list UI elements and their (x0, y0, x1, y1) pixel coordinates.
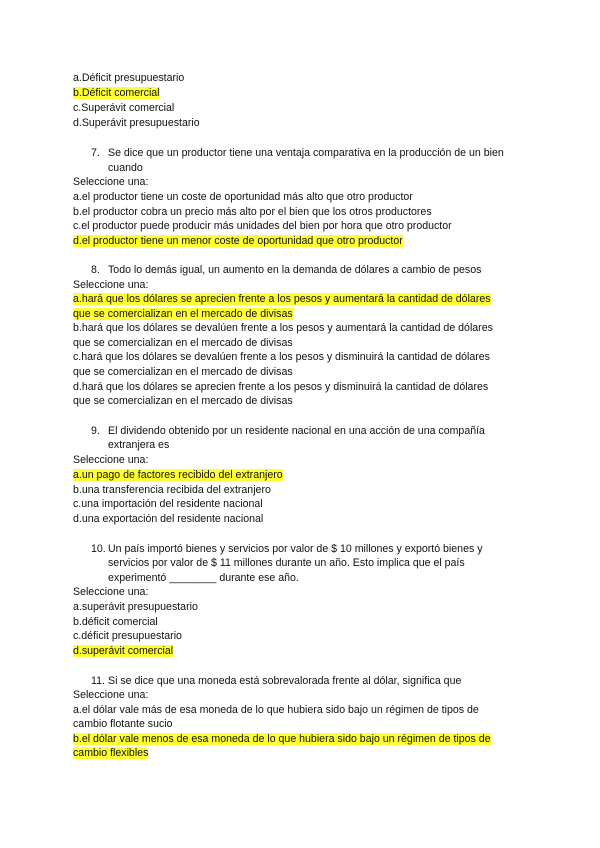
q10-option-d (73, 644, 173, 658)
q7-number: 7. (91, 147, 100, 159)
q11-text-line1: Si se dice que una moneda está sobrevalorada frente al dólar, significa que (108, 675, 462, 687)
q8-option-b-line1: b.hará que los dólares se devalúen frente a los pesos y aumentará la cantidad de dólares (73, 322, 493, 334)
q11-prompt: Seleccione una: (73, 689, 149, 701)
q9-option-c: c.una importación del residente nacional (73, 498, 263, 510)
q9-number: 9. (91, 425, 100, 437)
q9-text-line2: extranjera es (108, 439, 170, 451)
q7-option-d-highlight: d.el productor tiene un menor coste de oportunidad que otro productor (73, 235, 403, 247)
q8-option-a-line2 (73, 307, 293, 321)
q10-text-line2: servicios por valor de $ 11 millones durante un año. Esto implica que el país (108, 557, 465, 569)
q6-option-c: c.Superávit comercial (73, 102, 175, 114)
q7-text-line2: cuando (108, 162, 143, 174)
q6-option-b-highlight: b.Déficit comercial (73, 87, 160, 99)
q11-option-a-line2: cambio flotante sucio (73, 718, 173, 730)
q8-option-a-highlight-1: a.hará que los dólares se aprecien frente a los pesos y aumentará la cantidad de dólares (73, 293, 491, 305)
q7-option-a: a.el productor tiene un coste de oportunidad más alto que otro productor (73, 191, 413, 203)
q8-prompt: Seleccione una: (73, 279, 149, 291)
q11-option-b-line1 (73, 732, 491, 746)
q6-option-b (73, 86, 160, 100)
q7-option-c: c.el productor puede producir más unidades del bien por hora que otro productor (73, 220, 452, 232)
q8-option-a-line1 (73, 292, 491, 306)
q9-option-d: d.una exportación del residente nacional (73, 513, 264, 525)
q10-text-line1: Un país importó bienes y servicios por valor de $ 10 millones y exportó bienes y (108, 543, 483, 555)
q8-number: 8. (91, 264, 100, 276)
q10-text-line3: experimentó ________ durante ese año. (108, 572, 299, 584)
q10-option-d-highlight: d.superávit comercial (73, 645, 174, 657)
q8-option-c-line1: c.hará que los dólares se devalúen frente a los pesos y disminuirá la cantidad de dólares (73, 351, 490, 363)
q9-prompt: Seleccione una: (73, 454, 149, 466)
q11-number: 11. (91, 675, 105, 687)
q7-text-line1: Se dice que un productor tiene una ventaja comparativa en la producción de un bien (108, 147, 504, 159)
q11-option-b-highlight-2: cambio flexibles (73, 747, 149, 759)
q7-option-b: b.el productor cobra un precio más alto por el bien que los otros productores (73, 206, 432, 218)
q7-prompt: Seleccione una: (73, 176, 149, 188)
q9-option-a-highlight: a.un pago de factores recibido del extranjero (73, 469, 283, 481)
q8-option-b-line2: que se comercializan en el mercado de divisas (73, 337, 293, 349)
q8-option-d-line1: d.hará que los dólares se aprecien frente a los pesos y disminuirá la cantidad de dólares (73, 381, 489, 393)
q11-option-b-highlight-1: b.el dólar vale menos de esa moneda de lo que hubiera sido bajo un régimen de tipos de (73, 733, 491, 745)
q10-option-a: a.superávit presupuestario (73, 601, 198, 613)
q9-option-a (73, 468, 283, 482)
q10-prompt: Seleccione una: (73, 586, 149, 598)
q10-number: 10. (91, 543, 106, 555)
q6-option-a: a.Déficit presupuestario (73, 72, 185, 84)
q10-option-c: c.déficit presupuestario (73, 630, 182, 642)
q10-option-b: b.déficit comercial (73, 616, 158, 628)
q11-option-b-line2 (73, 746, 148, 760)
q8-option-a-highlight-2: que se comercializan en el mercado de divisas (73, 308, 293, 320)
q8-text-line1: Todo lo demás igual, un aumento en la demanda de dólares a cambio de pesos (108, 264, 482, 276)
q7-option-d (73, 234, 403, 248)
q8-option-c-line2: que se comercializan en el mercado de divisas (73, 366, 293, 378)
q9-text-line1: El dividendo obtenido por un residente nacional en una acción de una compañía (108, 425, 485, 437)
q8-option-d-line2: que se comercializan en el mercado de divisas (73, 395, 293, 407)
q9-option-b: b.una transferencia recibida del extranjero (73, 484, 271, 496)
q11-option-a-line1: a.el dólar vale más de esa moneda de lo que hubiera sido bajo un régimen de tipos de (73, 704, 479, 716)
q6-option-d: d.Superávit presupuestario (73, 117, 200, 129)
